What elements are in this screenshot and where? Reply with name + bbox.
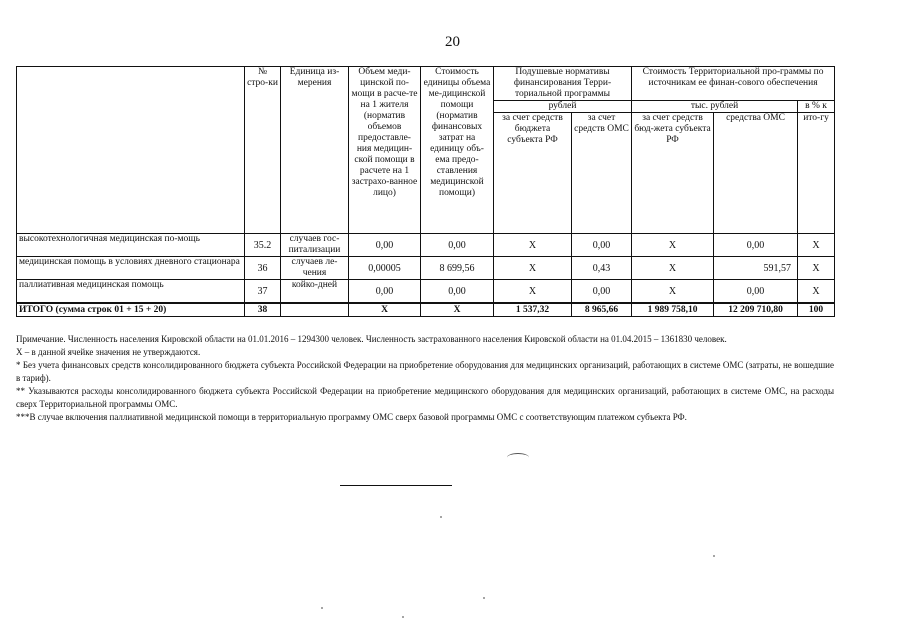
scan-speck [483,597,485,599]
total-cost-budget: 1 989 758,10 [632,303,714,317]
header-percent-total: ито-гу [798,113,835,234]
header-cost-budget: за счет средств бюд-жета субъекта РФ [632,113,714,234]
total-unit [281,303,349,317]
table-row [17,257,835,280]
row-cost-budget: X [632,257,714,280]
header-num: № стро-ки [245,67,281,234]
header-name-cell [17,67,245,234]
total-name: ИТОГО (сумма строк 01 + 15 + 20) [17,303,245,317]
total-cost-oms: 12 209 710,80 [714,303,798,317]
header-cost: Стоимость единицы объема ме-дицинской помощи (норматив финансовых затрат на единицу объ-ема предо-ставления медицинской помощи) [421,67,494,234]
header-percapita-budget: за счет средств бюджета субъекта РФ [494,113,572,234]
total-percapita-budget: 1 537,32 [494,303,572,317]
row-volume: 0,00005 [349,257,421,280]
header-percent: в % к [798,101,835,113]
header-percapita-group: Подушевые нормативы финансирования Терри-ториальной программы [494,67,632,101]
row-cost-oms: 591,57 [714,257,798,280]
row-num: 36 [245,257,281,280]
total-volume: X [349,303,421,317]
row-num: 35.2 [245,234,281,257]
row-percapita-budget: X [494,257,572,280]
total-row [17,303,835,317]
note-x-legend: X – в данной ячейке значения не утверждаются. [16,347,201,357]
scan-speck [440,516,442,518]
page-number: 20 [445,34,460,50]
row-cost-budget: X [632,234,714,257]
footnotes [16,333,834,424]
row-cost-oms: 0,00 [714,280,798,304]
row-cost-budget: X [632,280,714,304]
total-percent: 100 [798,303,835,317]
row-cost-oms: 0,00 [714,234,798,257]
row-percent: X [798,234,835,257]
row-percent: X [798,280,835,304]
total-cost: X [421,303,494,317]
row-percapita-budget: X [494,280,572,304]
header-cost-oms: средства ОМС [714,113,798,234]
row-unit: койко-дней [281,280,349,304]
scan-speck [321,607,323,609]
header-rubles: рублей [494,101,632,113]
note-two-star: ** Указываются расходы консолидированного бюджета субъекта Российской Федерации на приобретение медицинского оборудования для медицинских организаций, работающих в системе ОМС, на расходы сверх Территориальной программы ОМС. [16,386,834,409]
header-unit: Единица из-мерения [281,67,349,234]
total-percapita-oms: 8 965,66 [572,303,632,317]
row-percapita-oms: 0,00 [572,280,632,304]
table-row [17,280,835,304]
program-cost-table [16,66,835,317]
scan-speck [402,616,404,618]
row-unit: случаев ле-чения [281,257,349,280]
pen-mark [507,453,529,462]
row-cost: 0,00 [421,234,494,257]
row-percapita-budget: X [494,234,572,257]
row-percent: X [798,257,835,280]
header-cost-sources-group: Стоимость Территориальной про-граммы по источникам ее финан-сового обеспечения [632,67,835,101]
row-name: медицинская помощь в условиях дневного стационара [17,257,245,280]
note-three-star: ***В случае включения паллиативной медицинской помощи в территориальную программу ОМС сверх базовой программы ОМС с соответствующим платежом субъекта РФ. [16,412,687,422]
header-volume: Объем меди-цинской по-мощи в расче-те на 1 жителя (норматив объемов предоставле-ния медицин-ской помощи в расчете на 1 застрахо-ванное лицо) [349,67,421,234]
note-one-star: * Без учета финансовых средств консолидированного бюджета субъекта Российской Федерации на приобретение оборудования для медицинских организаций, работающих в системе ОМС (затраты, не вошедшие в тариф). [16,360,834,383]
row-volume: 0,00 [349,234,421,257]
table-row [17,234,835,257]
row-percapita-oms: 0,00 [572,234,632,257]
row-volume: 0,00 [349,280,421,304]
row-unit: случаев гос-питализации [281,234,349,257]
header-row-1 [17,67,835,101]
header-percapita-oms: за счет средств ОМС [572,113,632,234]
signature-line [340,485,452,486]
row-name: паллиативная медицинская помощь [17,280,245,304]
row-cost: 8 699,56 [421,257,494,280]
row-percapita-oms: 0,43 [572,257,632,280]
scan-speck [713,555,715,557]
header-thousand-rubles: тыс. рублей [632,101,798,113]
note-population: Примечание. Численность населения Кировской области на 01.01.2016 – 1294300 человек. Численность застрахованного населения Кировской области на 01.04.2015 – 1361830 человек. [16,334,727,344]
row-cost: 0,00 [421,280,494,304]
total-num: 38 [245,303,281,317]
row-num: 37 [245,280,281,304]
row-name: высокотехнологичная медицинская по-мощь [17,234,245,257]
